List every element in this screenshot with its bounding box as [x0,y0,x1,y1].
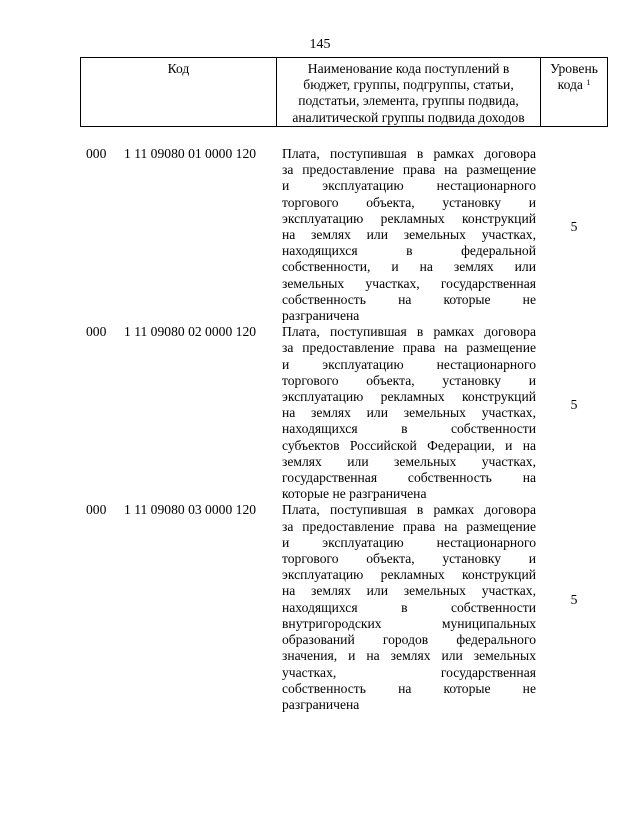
description-line: эксплуатацию рекламных конструкций [282,210,536,226]
admin-code: 000 [86,146,107,161]
code-level: 5 [570,591,578,607]
revenue-description [282,146,536,324]
description-line: субъектов Российской Федерации, и на [282,437,536,453]
admin-code: 000 [86,324,107,340]
header-name-line: подстатьи, элемента, группы подвида, [298,93,519,109]
code-level: 5 [570,397,578,413]
table-body [0,146,640,713]
revenue-description [282,324,536,502]
table-row [0,146,640,324]
header-level [541,58,607,126]
description-line: собственности, и на землях или [282,259,536,275]
description-line: за предоставление права на размещение [282,340,536,356]
description-line: находящихся в собственности [282,599,536,615]
header-level-label: кода [557,77,583,93]
header-name-line: Наименование кода поступлений в [307,61,510,76]
admin-code: 000 [86,502,107,518]
description-line: внутригородских муниципальных [282,615,536,631]
header-name [277,58,541,126]
description-line: разграничена [282,308,360,324]
description-line: эксплуатацию рекламных конструкций [282,389,536,405]
page-number: 145 [309,37,331,52]
description-line: и эксплуатацию нестационарного [282,534,536,550]
description-line: на землях или земельных участках, [282,227,536,243]
description-line: и эксплуатацию нестационарного [282,356,536,372]
footnote-marker: 1 [586,78,591,88]
header-code-label: Код [167,61,190,76]
code-level: 5 [570,218,578,234]
header-code [81,58,277,126]
table-row [0,324,640,502]
description-line: торгового объекта, установку и [282,372,536,388]
description-line: разграничена [282,696,360,712]
description-line: находящихся в федеральной [282,243,536,259]
revenue-description [282,502,536,713]
description-line: и эксплуатацию нестационарного [282,178,536,194]
revenue-code: 1 11 09080 03 0000 120 [124,502,257,518]
description-line: собственность на которые не [282,680,536,696]
description-line: Плата, поступившая в рамках договора [282,146,536,161]
description-line: значения, и на землях или земельных [282,648,536,664]
header-level-line2 [541,77,607,93]
description-line: землях или земельных участках, [282,453,536,469]
header-name-line: аналитической группы подвида доходов [292,109,525,125]
description-line: эксплуатацию рекламных конструкций [282,567,536,583]
description-line: Плата, поступившая в рамках договора [282,502,536,518]
description-line: которые не разграничена [282,486,427,502]
revenue-code: 1 11 09080 02 0000 120 [124,324,257,340]
table-header [80,57,608,127]
revenue-code: 1 11 09080 01 0000 120 [124,146,257,161]
description-line: торгового объекта, установку и [282,551,536,567]
description-line: государственная собственность на [282,470,536,486]
description-line: за предоставление права на размещение [282,162,536,178]
description-line: участках, государственная [282,664,536,680]
description-line: образований городов федерального [282,632,536,648]
description-line: находящихся в собственности [282,421,536,437]
description-line: на землях или земельных участках, [282,405,536,421]
description-line: земельных участках, государственная [282,275,536,291]
description-line: за предоставление права на размещение [282,518,536,534]
description-line: собственность на которые не [282,291,536,307]
description-line: торгового объекта, установку и [282,194,536,210]
header-name-line: бюджет, группы, подгруппы, статьи, [303,77,514,93]
description-line: на землях или земельных участках, [282,583,536,599]
header-level-line1: Уровень [550,61,598,76]
description-line: Плата, поступившая в рамках договора [282,324,536,340]
table-row [0,502,640,713]
